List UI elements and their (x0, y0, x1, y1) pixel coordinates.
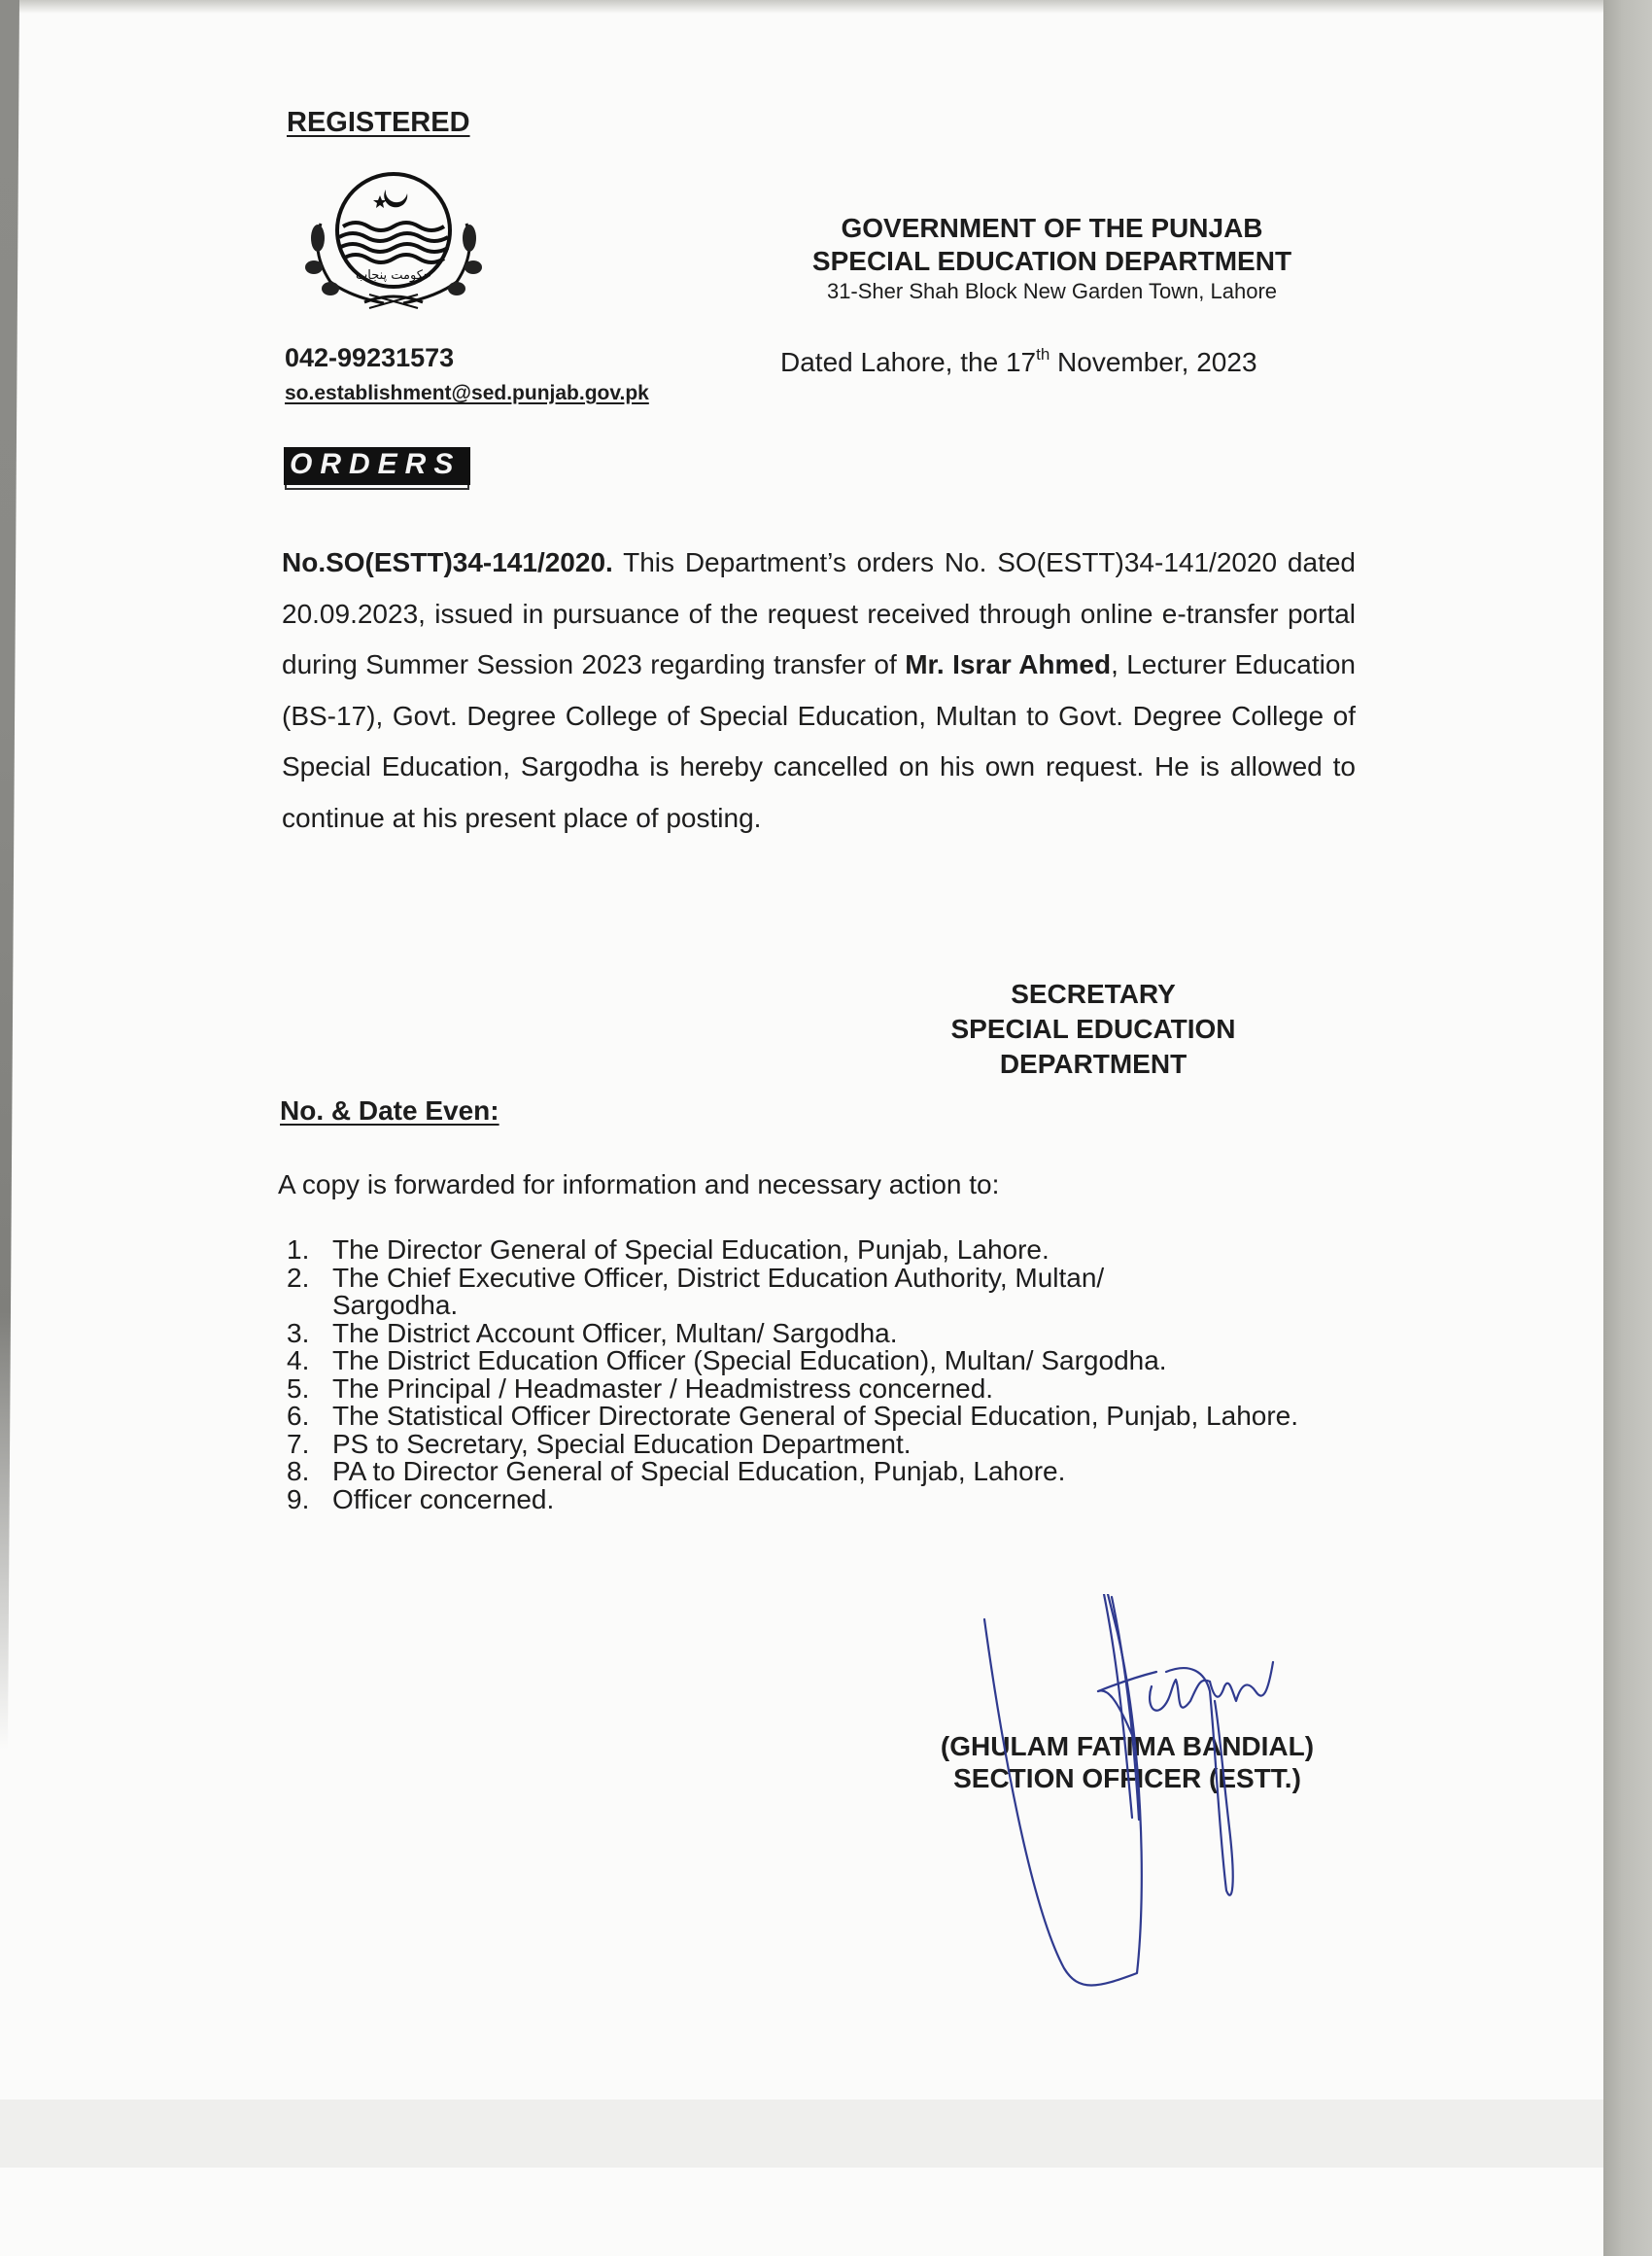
list-item (287, 1403, 1356, 1431)
item-text: Officer concerned. (332, 1483, 555, 1514)
department-title: SPECIAL EDUCATION DEPARTMENT (811, 246, 1292, 276)
list-item (287, 1372, 1356, 1404)
orders-heading: ORDERS (284, 447, 470, 485)
endorsement-intro: A copy is forwarded for information and necessary action to: (278, 1169, 1000, 1199)
letterhead-header (748, 212, 1356, 305)
list-item (287, 1347, 1356, 1375)
item-number: 9. (287, 1483, 310, 1514)
secretary-dept-line2: DEPARTMENT (999, 1049, 1187, 1079)
endorsement-title: No. & Date Even: (280, 1095, 499, 1126)
order-text-part2: , Lecturer Education (BS-17), Govt. Degree College of Special Education, Multan to Govt. Degree College of Special Education, Sargodha is hereby cancelled on his own request. He is allowed to continue at his present place of posting. (282, 649, 1357, 833)
list-item (287, 1483, 1356, 1514)
item-number: 7. (287, 1428, 310, 1459)
officer-designation: SECTION OFFICER (ESTT.) (953, 1763, 1301, 1793)
copy-recipients-list (287, 1236, 1356, 1513)
date-rest: November, 2023 (1050, 347, 1257, 377)
registered-label: REGISTERED (287, 107, 470, 138)
item-number: 3. (287, 1317, 310, 1348)
emblem-urdu-text: حکومت پنجاب (356, 268, 431, 283)
punjab-government-emblem (296, 170, 491, 311)
secretary-title: SECRETARY (1011, 979, 1176, 1009)
item-text: The Statistical Officer Directorate General of Special Education, Punjab, Lahore. (332, 1401, 1299, 1431)
item-number: 4. (287, 1345, 310, 1375)
officer-name: (GHULAM FATIMA BANDIAL) (940, 1731, 1315, 1761)
letter-date (780, 345, 1257, 378)
list-item (287, 1428, 1356, 1459)
date-prefix: Dated Lahore, the 17 (780, 347, 1037, 377)
list-item (287, 1317, 1356, 1348)
item-text: PS to Secretary, Special Education Department. (332, 1428, 912, 1459)
scan-edge-right (1603, 0, 1652, 2256)
date-ordinal: th (1036, 345, 1050, 364)
item-number: 5. (287, 1372, 310, 1404)
item-text: The Chief Executive Officer, District Education Authority, Multan/ Sargodha. (332, 1262, 1105, 1320)
secretary-signature-block (875, 977, 1312, 1082)
list-item (287, 1458, 1356, 1486)
section-officer-block (875, 1730, 1380, 1794)
item-text: The District Education Officer (Special Education), Multan/ Sargodha. (332, 1345, 1167, 1375)
order-text-part1: This Department’s orders No. SO(ESTT)34-141/2020 dated 20.09.2023, issued in pursuance of the request received through online e-transfer portal during Summer Session 2023 regarding transfer of (282, 547, 1356, 679)
item-number: 2. (287, 1262, 310, 1293)
item-number: 8. (287, 1456, 310, 1486)
order-body (282, 538, 1356, 844)
secretary-dept-line1: SPECIAL EDUCATION (950, 1014, 1236, 1044)
item-text: The District Account Officer, Multan/ Sargodha. (332, 1317, 898, 1348)
list-item (287, 1236, 1356, 1265)
scan-shadow-band (0, 2100, 1603, 2168)
list-item (287, 1262, 1356, 1320)
department-address: 31-Sher Shah Block New Garden Town, Lahore (826, 279, 1278, 303)
order-reference-number: No.SO(ESTT)34-141/2020. (282, 547, 613, 577)
item-text: The Director General of Special Education, Punjab, Lahore. (332, 1234, 1050, 1265)
person-name: Mr. Israr Ahmed (905, 649, 1112, 679)
government-title: GOVERNMENT OF THE PUNJAB (841, 213, 1263, 243)
item-number: 1. (287, 1234, 310, 1265)
item-number: 6. (287, 1401, 310, 1431)
item-text: The Principal / Headmaster / Headmistress concerned. (332, 1372, 994, 1404)
scan-edge-top (0, 0, 1652, 14)
phone-number: 042-99231573 (285, 343, 455, 372)
email-link[interactable]: so.establishment@sed.punjab.gov.pk (285, 382, 649, 404)
item-text: PA to Director General of Special Education, Punjab, Lahore. (332, 1456, 1066, 1486)
handwritten-signature (972, 1594, 1341, 2002)
scan-edge-left (0, 0, 19, 1750)
